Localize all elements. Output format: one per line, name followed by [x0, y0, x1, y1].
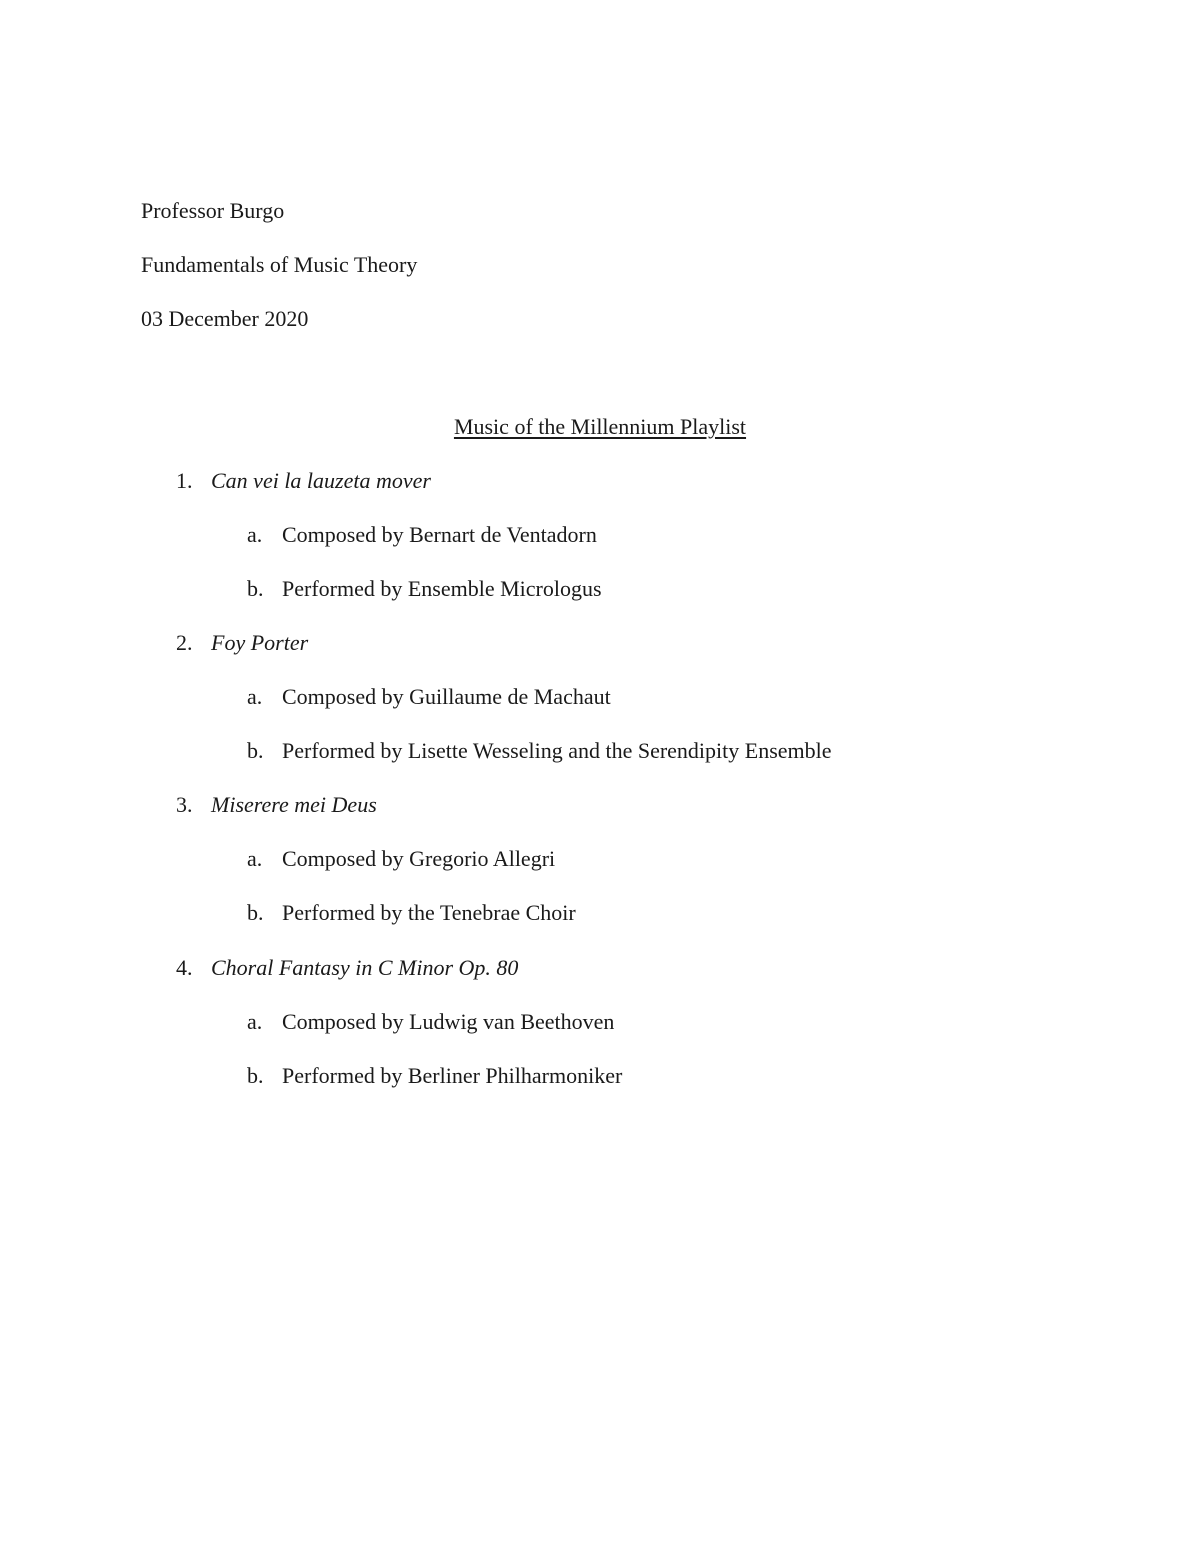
composer-line: Composed by Bernart de Ventadorn	[282, 522, 597, 547]
item-number: 4.	[176, 955, 193, 980]
sub-item-letter: b.	[247, 576, 264, 601]
sub-item-letter: b.	[247, 1063, 264, 1088]
professor-name: Professor Burgo	[141, 198, 285, 223]
composer-line: Composed by Guillaume de Machaut	[282, 684, 611, 709]
page-title: Music of the Millennium Playlist	[453, 414, 747, 439]
item-number: 2.	[176, 630, 193, 655]
composer-line: Composed by Gregorio Allegri	[282, 846, 556, 871]
performer-line: Performed by the Tenebrae Choir	[282, 900, 576, 925]
sub-item-letter: a.	[247, 684, 263, 709]
piece-title: Miserere mei Deus	[211, 792, 377, 817]
piece-title: Foy Porter	[211, 630, 309, 655]
sub-item-letter: b.	[247, 900, 264, 925]
performer-line: Performed by Lisette Wesseling and the Serendipity Ensemble	[282, 738, 832, 763]
item-number: 1.	[176, 468, 193, 493]
composer-line: Composed by Ludwig van Beethoven	[282, 1009, 615, 1034]
sub-item-letter: a.	[247, 1009, 263, 1034]
item-number: 3.	[176, 792, 193, 817]
sub-item-letter: a.	[247, 522, 263, 547]
sub-item-letter: b.	[247, 738, 264, 763]
document-date: 03 December 2020	[141, 306, 309, 331]
performer-line: Performed by Ensemble Micrologus	[282, 576, 602, 601]
piece-title: Choral Fantasy in C Minor Op. 80	[211, 955, 519, 980]
sub-item-letter: a.	[247, 846, 263, 871]
performer-line: Performed by Berliner Philharmoniker	[282, 1063, 623, 1088]
piece-title: Can vei la lauzeta mover	[211, 468, 431, 493]
course-name: Fundamentals of Music Theory	[141, 252, 418, 277]
